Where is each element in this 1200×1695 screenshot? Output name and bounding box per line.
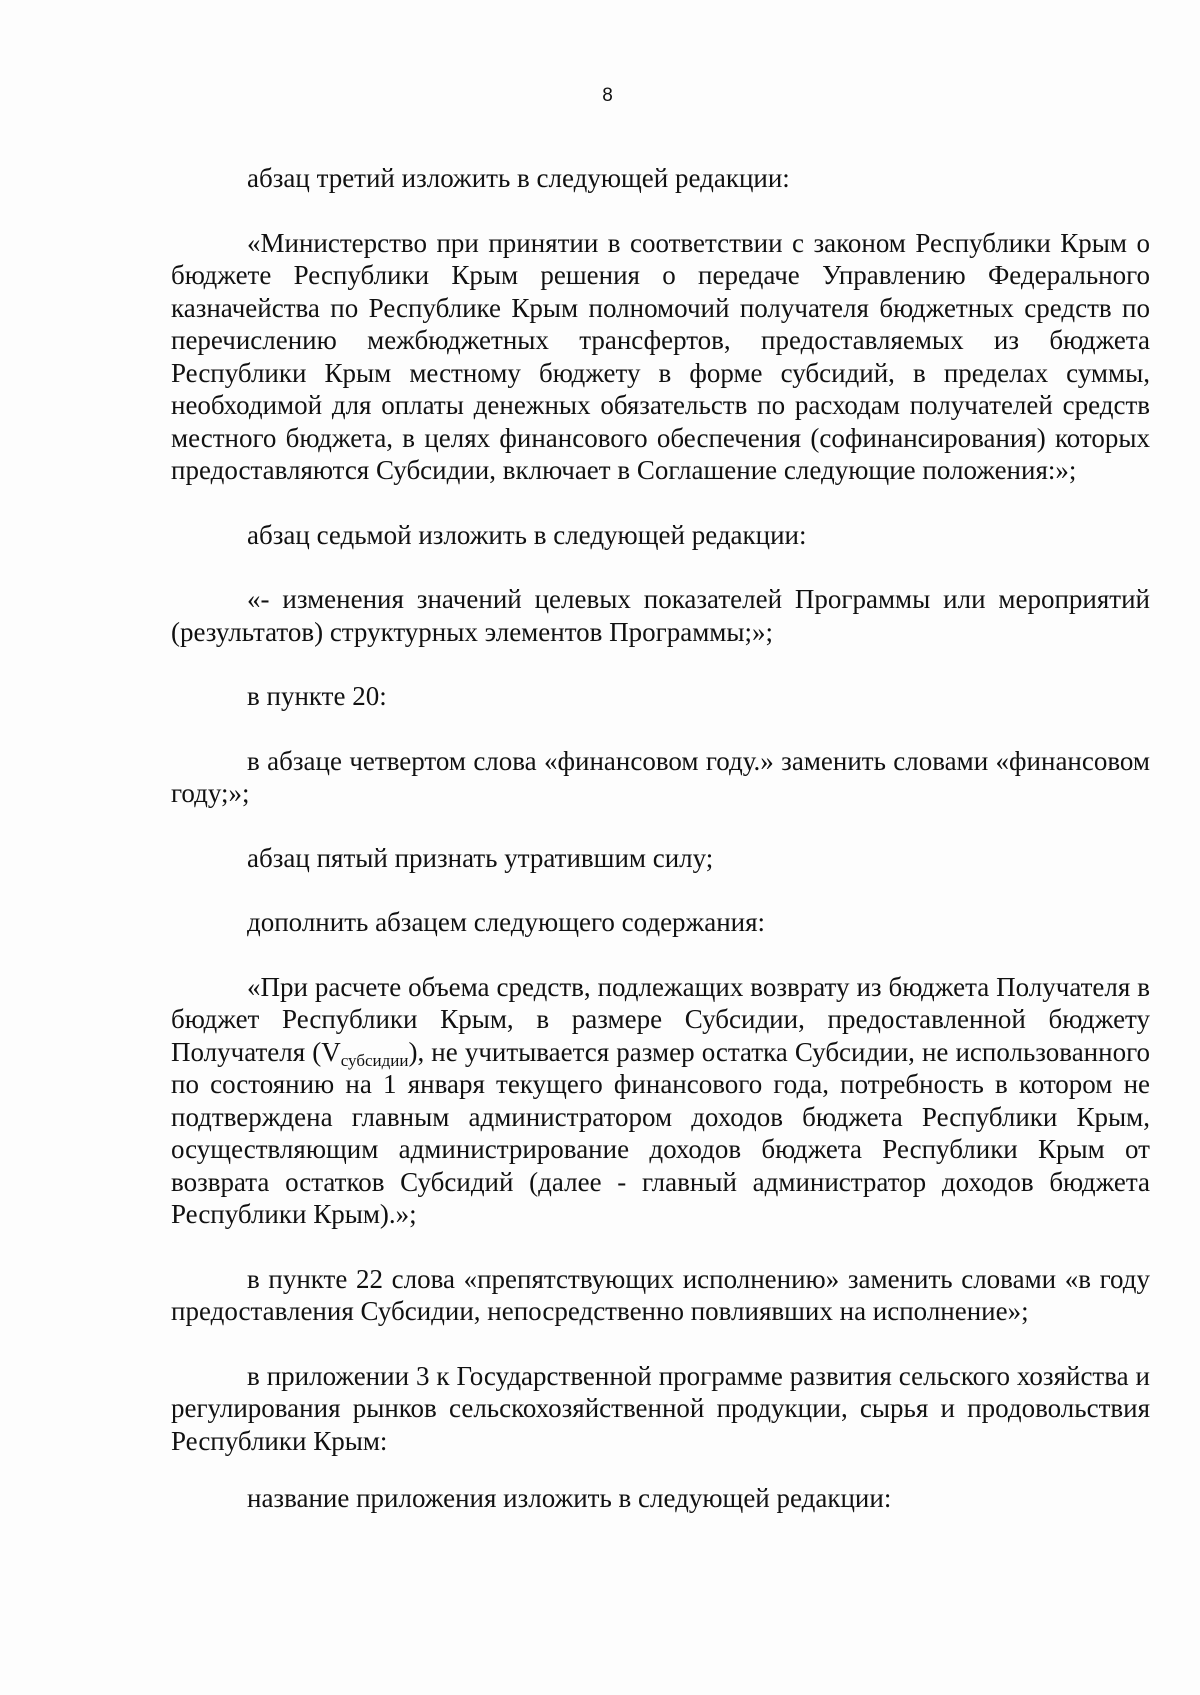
paragraph: в пункте 20: [247,681,387,711]
paragraph: в пункте 22 слова «препятствующих исполнению» заменить словами «в году предоставления Субсидии, непосредственно повлиявших на исполнение»; [171,1263,1150,1326]
paragraph: «Министерство при принятии в соответствии с законом Республики Крым о бюджете Республики Крым решения о передаче Управлению Федерального казначейства по Республике Крым полномочий получателя бюджетных средств по перечислению межбюджетных трансфертов, предоставляемых из бюджета Республики Крым местному бюджету в форме субсидий, в пределах суммы, необходимой для оплаты денежных обязательств по расходам получателей средств местного бюджета, в целях финансового обеспечения (софинансирования) которых предоставляются Субсидии, включает в Соглашение следующие положения:»; [171,227,1150,485]
paragraph: абзац третий изложить в следующей редакции: [247,163,790,193]
page-number: 8 [602,85,613,106]
paragraph: абзац пятый признать утратившим силу; [247,842,714,873]
paragraph: название приложения изложить в следующей редакции: [247,1483,892,1513]
subscript: субсидии [340,1050,409,1070]
paragraph-text: «При расчете объема средств, подлежащих возврату из бюджета Получателя в бюджет Республики Крым, в размере Субсидии, предоставленной бюджету Получателя (V [171,971,1150,1067]
paragraph: дополнить абзацем следующего содержания: [247,907,766,937]
document-body [171,162,1150,1515]
paragraph: абзац седьмой изложить в следующей редакции: [247,519,807,550]
paragraph: в абзаце четвертом слова «финансовом году.» заменить словами «финансовом году;»; [171,745,1150,808]
paragraph-text: ), не учитывается размер остатка Субсидии, не использованного по состоянию на 1 января текущего финансового года, потребность в котором не подтверждена главным администратором доходов бюджета Республики Крым, осуществляющим администрирование доходов бюджета Республики Крым от возврата остатков Субсидий (далее - главный администратор доходов бюджета Республики Крым).»; [171,1036,1150,1229]
paragraph: в приложении 3 к Государственной программе развития сельского хозяйства и регулирования рынков сельскохозяйственной продукции, сырья и продовольствия Республики Крым: [171,1360,1150,1456]
paragraph: «- изменения значений целевых показателей Программы или мероприятий (результатов) структурных элементов Программы;»; [171,584,1150,647]
paragraph [171,971,1150,1231]
